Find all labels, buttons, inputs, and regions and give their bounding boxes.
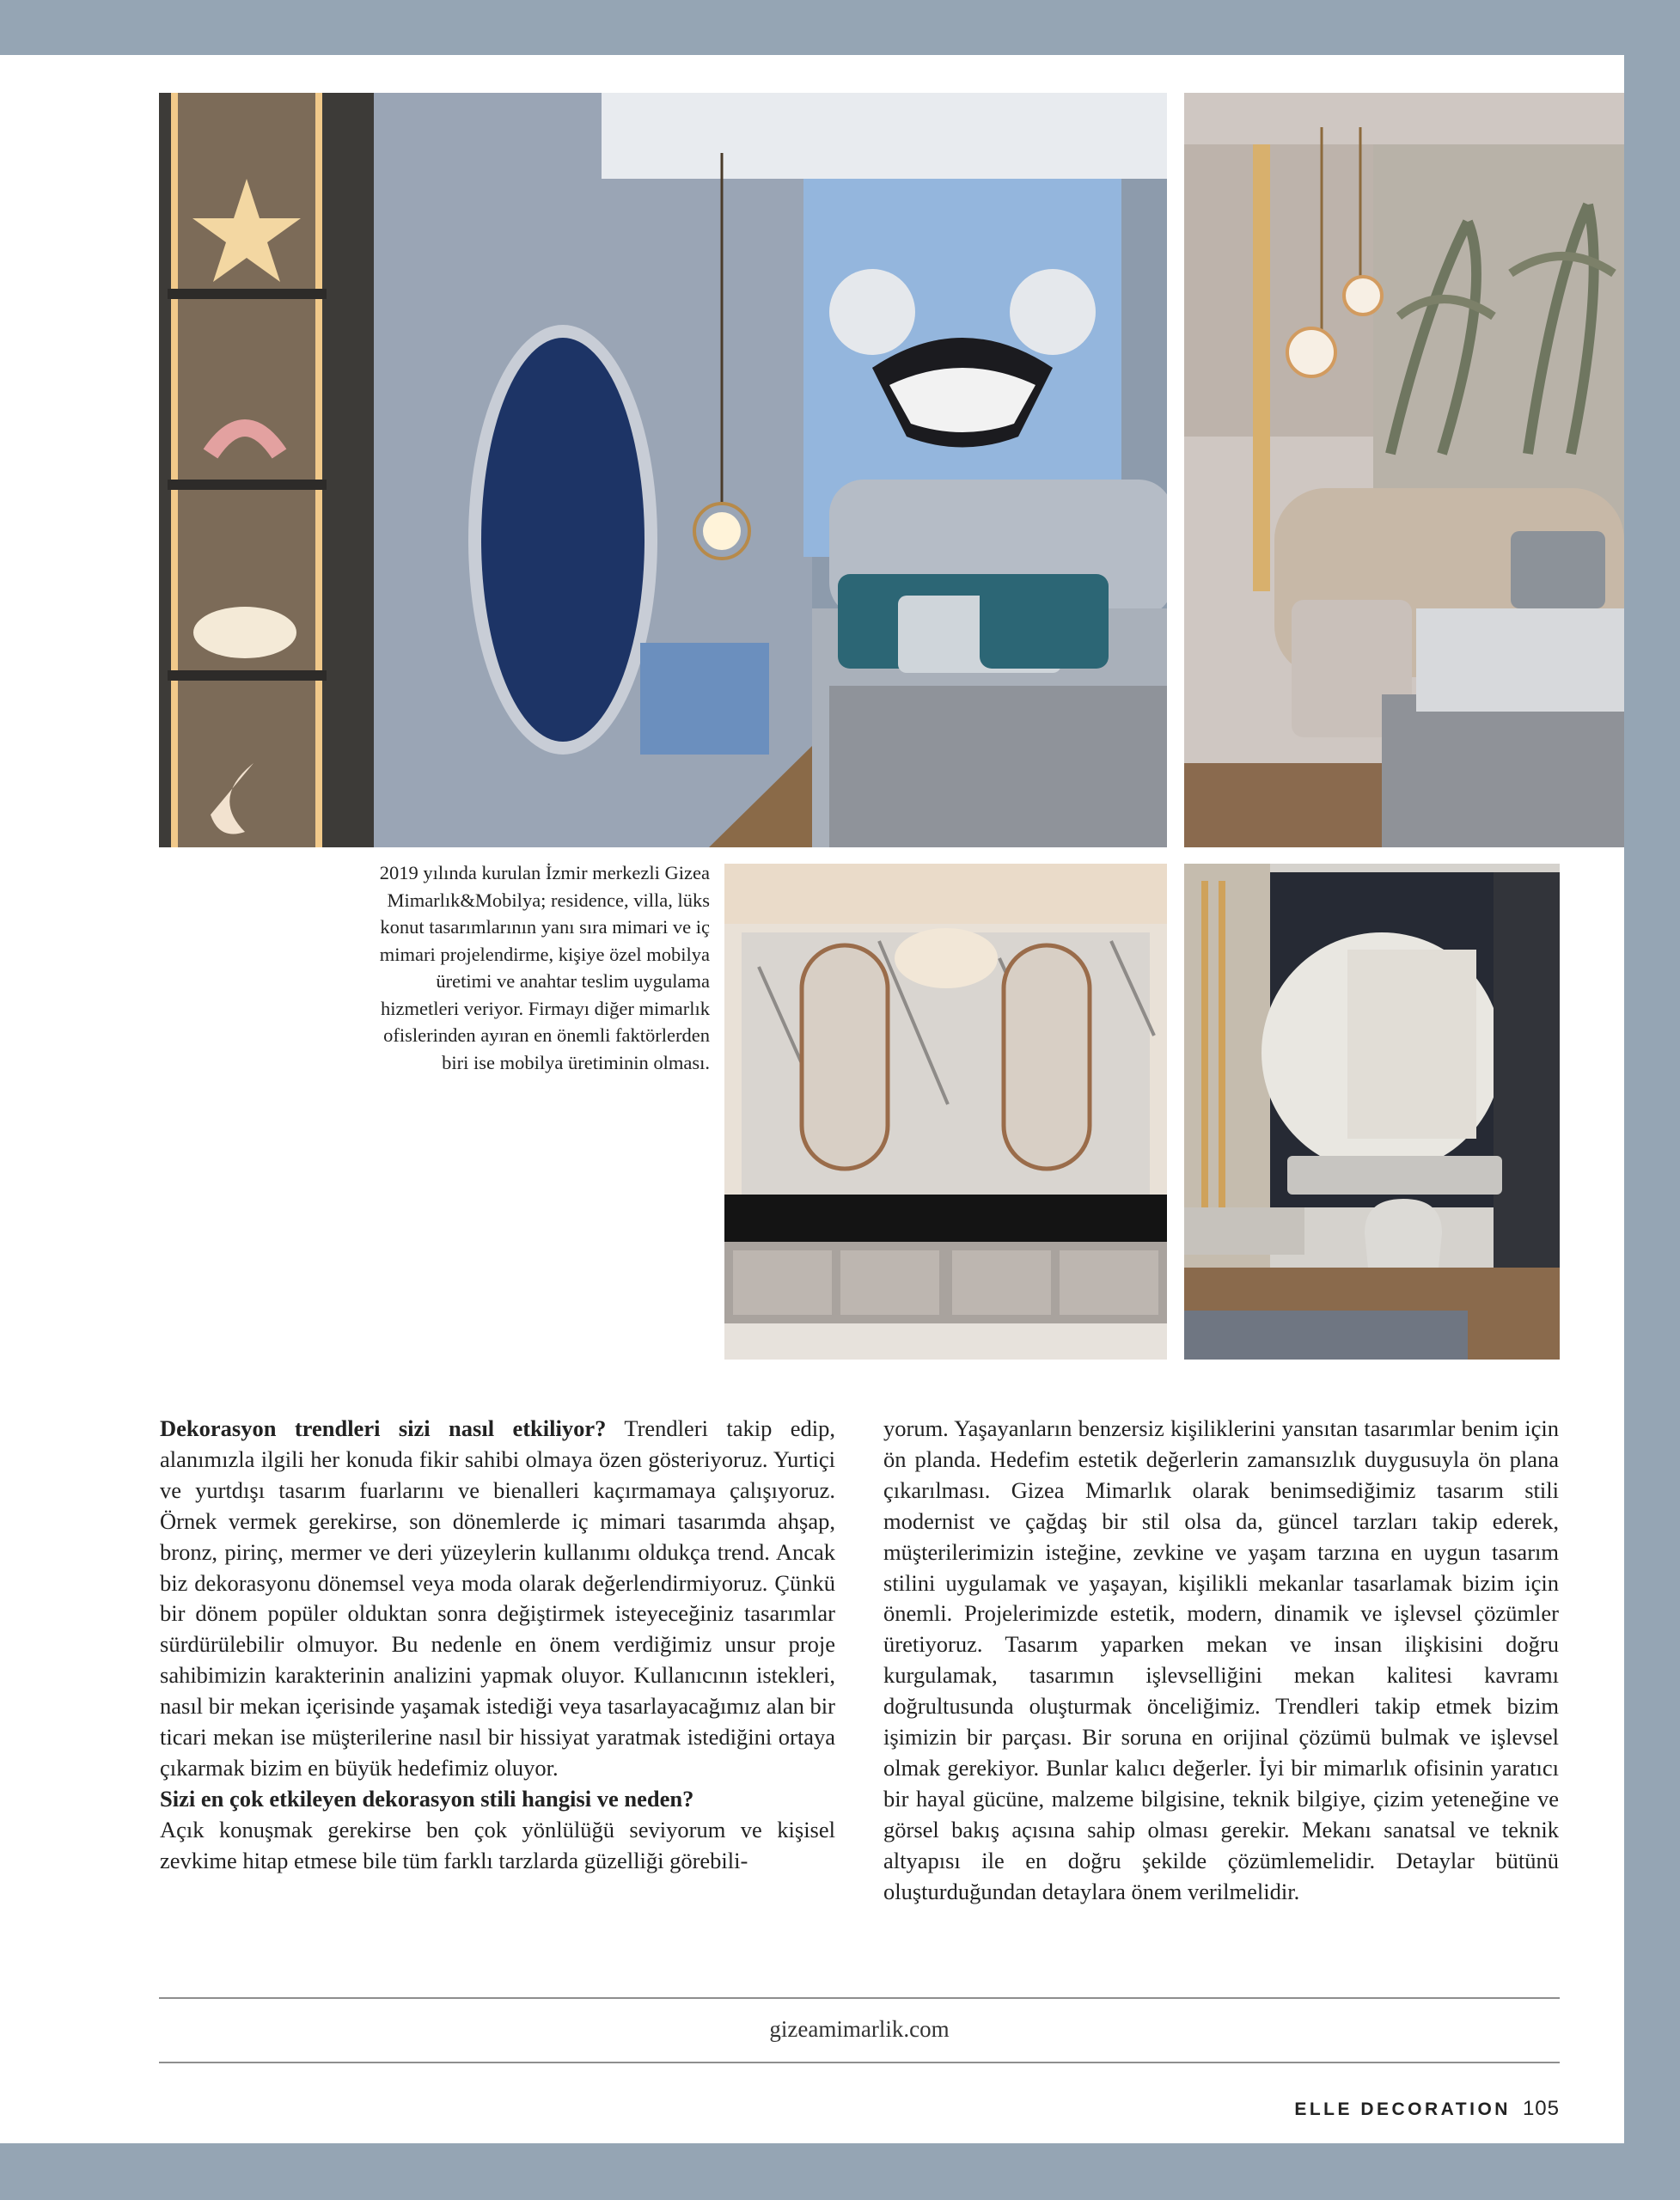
article-column-1 xyxy=(160,1414,835,1877)
article-paragraph-2 xyxy=(160,1784,835,1877)
footer-rule-top xyxy=(159,1997,1560,1999)
photo-bathroom xyxy=(724,864,1167,1360)
page-number: 105 xyxy=(1522,2097,1560,2120)
article-paragraph-1 xyxy=(160,1414,835,1784)
photo-kids-bedroom xyxy=(159,93,1167,847)
answer-1: Trendleri takip edip, alanımızla ilgili her konuda fikir sahibi olmaya özen gösteriyoruz. Yurtiçi ve yurtdışı tasarım fuarlarını ve bienalleri kaçırmamaya çalışıyoruz. Örnek vermek gerekirse, son dönemlerde iç mimari tasarımda ahşap, bronz, pirinç, mermer ve deri yüzeylerin kullanımı oldukça trend. Ancak biz dekorasyonu dönemsel veya moda olarak değerlendirmiyoruz. Çünkü bir dönem popüler olduktan sonra değiştirmek isteyeceğiniz tasarımlar sürdürülebilir olmuyor. Bu nedenle en önem verdiğimiz unsur proje sahibimizin karakterinin analizini yapmak oluyor. Kullanıcının istekleri, nasıl bir mekan içerisinde yaşamak istediği veya tasarlayacağımız alan bir ticari mekan ise müşterilerine nasıl bir hissiyat yaratmak istediğini ortaya çıkarmak bizim en büyük hedefimiz oluyor. xyxy=(160,1415,835,1781)
photo-caption: 2019 yılında kurulan İzmir merkezli Gizea Mimarlık&Mobilya; residence, villa, lüks konut tasarımlarının yanı sıra mimari ve iç mimari projelendirme, kişiye özel mobilya üretimi ve anahtar teslim uygulama hizmetleri veriyor. Firmayı diğer mimarlık ofislerinden ayıran en önemli faktörlerden biri ise mobilya üretiminin olması. xyxy=(379,862,710,1073)
answer-2-start: Açık konuşmak gerekirse ben çok yönlülüğü seviyorum ve kişisel zevkime hitap etmese bile tüm farklı tarzlarda güzelliği görebili- xyxy=(160,1816,835,1873)
photo-master-bedroom xyxy=(1184,93,1624,847)
answer-2-continued: yorum. Yaşayanların benzersiz kişiliklerini yansıtan tasarımlar benim için ön planda. Hedefim estetik değerlerin zamansızlık duygusuyla ön plana çıkarılması. Gizea Mimarlık olarak benimsediğimiz tasarım stili modernist ve çağdaş bir stil olsa da, güncel tarzları takip ederek, müşterilerimizin isteğine, zevkine ve yaşam tarzına en uygun tasarım stilini uygulamak ve yaşayan, kişilikli mekanlar tasarlamak bizim için önemli. Projelerimizde estetik, modern, dinamik ve işlevsel çözümler üretiyoruz. Tasarım yaparken mekan ve insan ilişkisini doğru kurgulamak, tasarımın işlevselliğini mekan kalitesi kavramı doğrultusunda oluşturmak önceliğimiz. Trendleri takip etmek bizim işimizin bir parçası. Bir soruna en orijinal çözümü bulmak ve işlevsel olmak gerekiyor. Bunlar kalıcı değerler. İyi bir mimarlık ofisinin yaratıcı bir hayal gücüne, malzeme bilgisine, teknik bilgiye, çizim yeteneğine ve görsel bakış açısına sahip olması gerekir. Mekanı sanatsal ve teknik altyapısı ile en doğru şekilde çözümlemelidir. Detaylar bütünü oluşturduğundan detaylara önem verilmelidir. xyxy=(883,1415,1559,1904)
page-folio xyxy=(1294,2097,1560,2121)
article-column-2 xyxy=(883,1414,1559,1908)
question-2: Sizi en çok etkileyen dekorasyon stili hangisi ve neden? xyxy=(160,1785,694,1812)
photo-dressing-table xyxy=(1184,864,1560,1360)
footer-rule-bottom xyxy=(159,2062,1560,2063)
magazine-name: ELLE DECORATION xyxy=(1294,2099,1511,2119)
website-url: gizeamimarlik.com xyxy=(769,2016,950,2042)
question-1: Dekorasyon trendleri sizi nasıl etkiliyor? xyxy=(160,1415,607,1441)
